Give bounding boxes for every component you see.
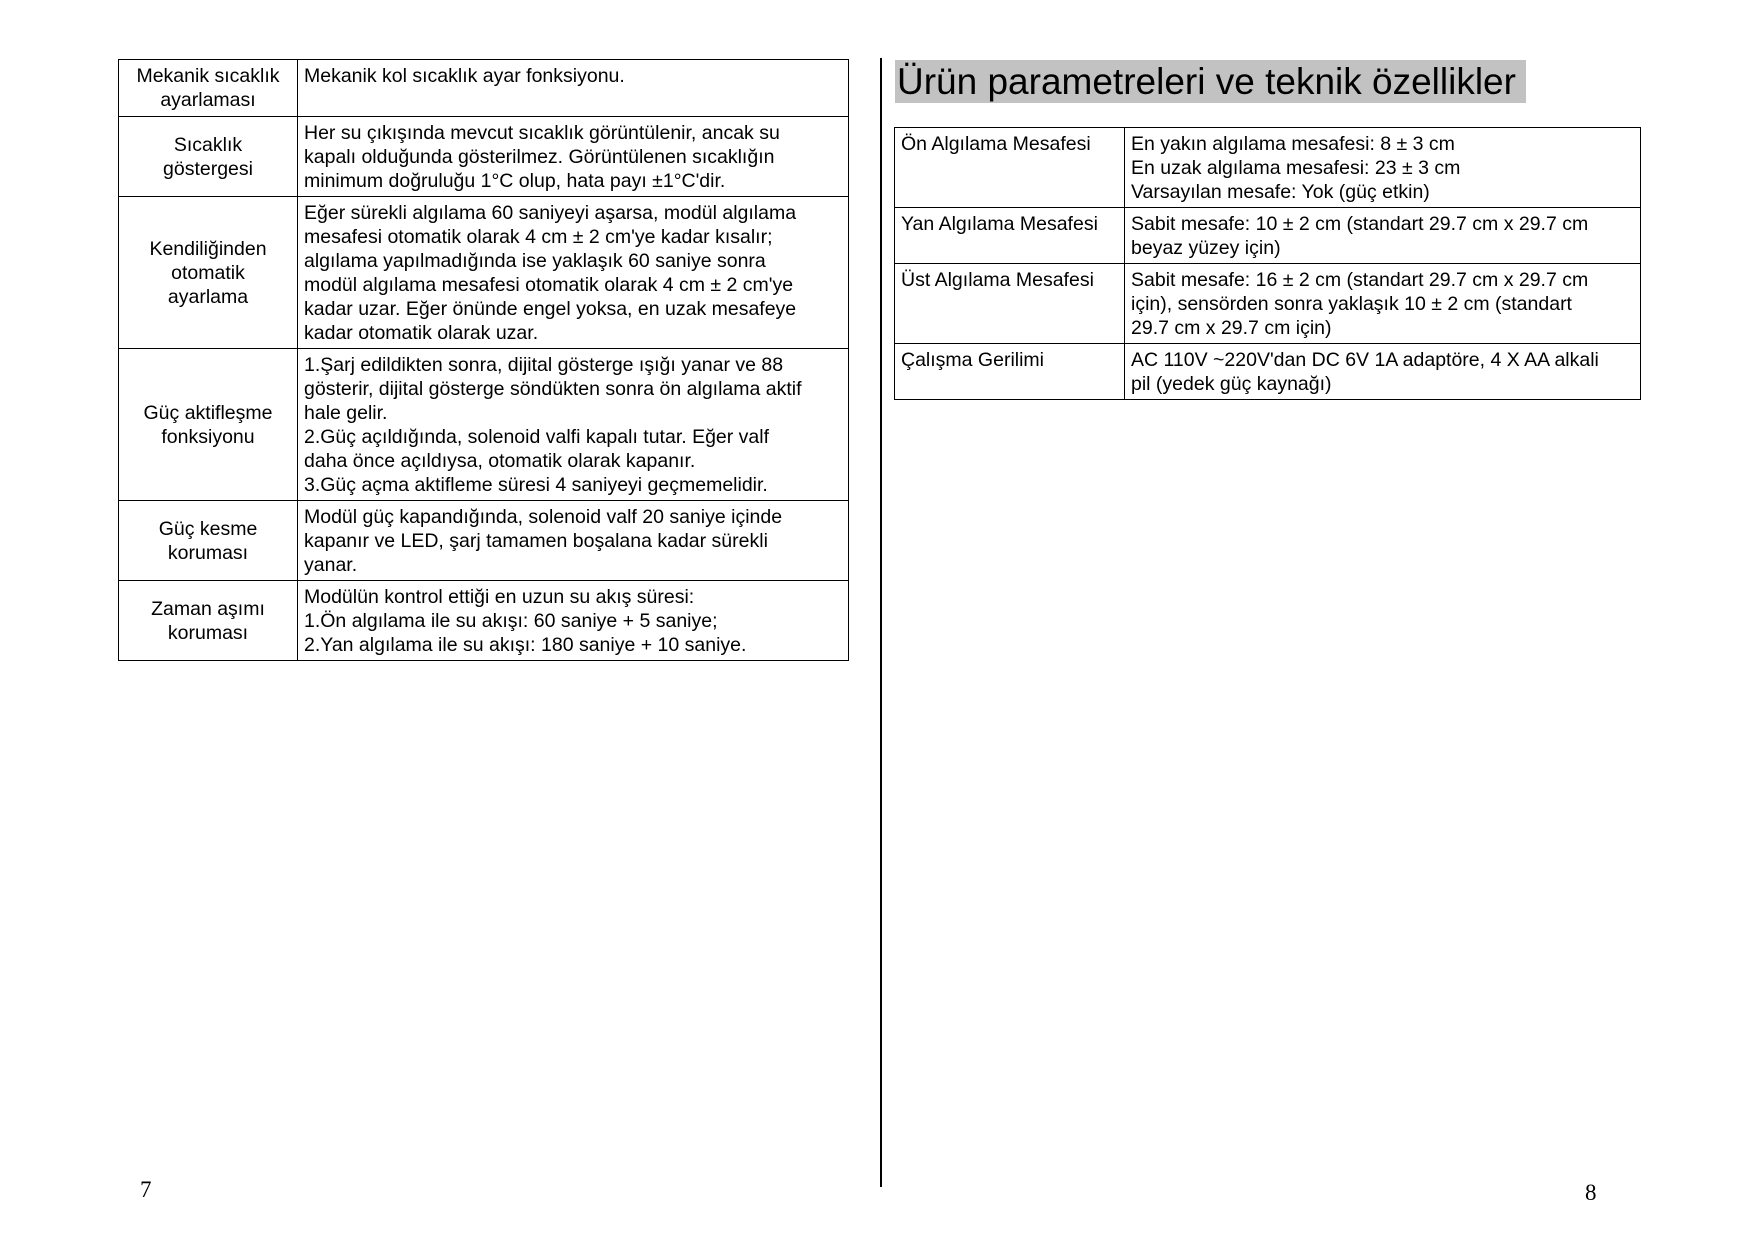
table-row — [119, 60, 849, 117]
row-label: Ön Algılama Mesafesi — [895, 128, 1125, 208]
row-description: Eğer sürekli algılama 60 saniyeyi aşarsa, modül algılama mesafesi otomatik olarak 4 cm ± 2 cm'ye kadar kısalır; algılama yapılmadığında ise yaklaşık 60 saniye sonra modül algılama mesafesi otomatik olarak 4 cm ± 2 cm'ye kadar uzar. Eğer önünde engel yoksa, en uzak mesafeye kadar otomatik olarak uzar. — [298, 197, 849, 349]
row-description: Sabit mesafe: 16 ± 2 cm (standart 29.7 cm x 29.7 cm için), sensörden sonra yaklaşık 10 ± 2 cm (standart 29.7 cm x 29.7 cm için) — [1125, 264, 1641, 344]
row-description: Sabit mesafe: 10 ± 2 cm (standart 29.7 cm x 29.7 cm beyaz yüzey için) — [1125, 208, 1641, 264]
page-number-left: 7 — [140, 1177, 152, 1202]
row-label: Mekanik sıcaklık ayarlaması — [119, 60, 298, 117]
row-description: 1.Şarj edildikten sonra, dijital gösterge ışığı yanar ve 88 gösterir, dijital gösterge söndükten sonra ön algılama aktif hale gelir. 2.Güç açıldığında, solenoid valfi kapalı tutar. Eğer valf daha önce açıldıysa, otomatik olarak kapanır. 3.Güç açma aktifleme süresi 4 saniyeyi geçmemelidir. — [298, 349, 849, 501]
specifications-table — [894, 127, 1641, 400]
table-row — [119, 117, 849, 197]
page-number-right: 8 — [1585, 1180, 1597, 1205]
table-row — [119, 581, 849, 661]
table-row — [895, 344, 1641, 400]
feature-table — [118, 59, 849, 661]
row-label: Güç kesme koruması — [119, 501, 298, 581]
page-divider — [880, 58, 882, 1187]
row-label: Sıcaklık göstergesi — [119, 117, 298, 197]
row-label: Yan Algılama Mesafesi — [895, 208, 1125, 264]
row-label: Zaman aşımı koruması — [119, 581, 298, 661]
row-label: Üst Algılama Mesafesi — [895, 264, 1125, 344]
row-description: Her su çıkışında mevcut sıcaklık görüntülenir, ancak su kapalı olduğunda gösterilmez. Görüntülenen sıcaklığın minimum doğruluğu 1°C olup, hata payı ±1°C'dir. — [298, 117, 849, 197]
table-row — [895, 128, 1641, 208]
table-row — [119, 349, 849, 501]
table-row — [895, 208, 1641, 264]
row-description: Modül güç kapandığında, solenoid valf 20 saniye içinde kapanır ve LED, şarj tamamen boşalana kadar sürekli yanar. — [298, 501, 849, 581]
row-description: AC 110V ~220V'dan DC 6V 1A adaptöre, 4 X AA alkali pil (yedek güç kaynağı) — [1125, 344, 1641, 400]
row-label: Kendiliğinden otomatik ayarlama — [119, 197, 298, 349]
row-description: Modülün kontrol ettiği en uzun su akış süresi: 1.Ön algılama ile su akışı: 60 saniye + 5 saniye; 2.Yan algılama ile su akışı: 180 saniye + 10 saniye. — [298, 581, 849, 661]
row-description: Mekanik kol sıcaklık ayar fonksiyonu. — [298, 60, 849, 117]
row-description: En yakın algılama mesafesi: 8 ± 3 cm En uzak algılama mesafesi: 23 ± 3 cm Varsayılan mesafe: Yok (güç etkin) — [1125, 128, 1641, 208]
row-label: Çalışma Gerilimi — [895, 344, 1125, 400]
table-row — [119, 501, 849, 581]
table-row — [119, 197, 849, 349]
table-row — [895, 264, 1641, 344]
section-heading: Ürün parametreleri ve teknik özellikler — [895, 60, 1526, 103]
row-label: Güç aktifleşme fonksiyonu — [119, 349, 298, 501]
